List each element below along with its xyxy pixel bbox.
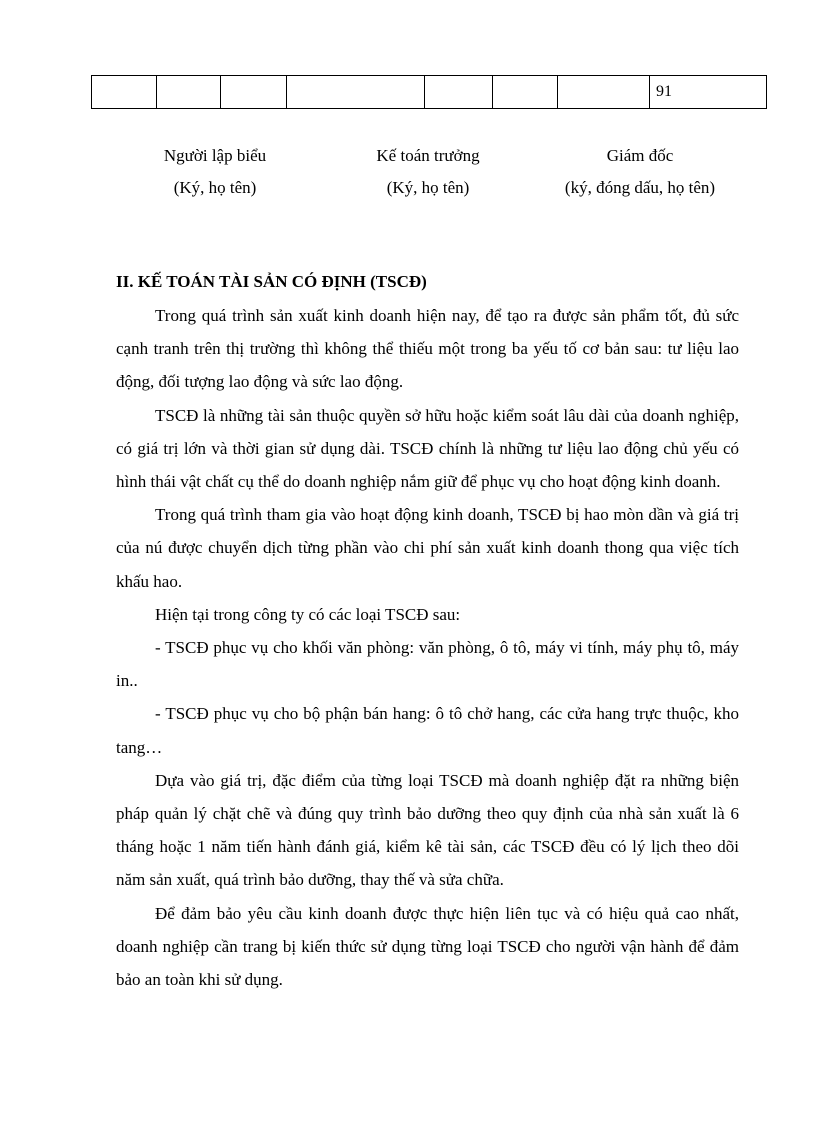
- table-cell: [558, 76, 650, 109]
- section-heading: II. KẾ TOÁN TÀI SẢN CÓ ĐỊNH (TSCĐ): [116, 272, 427, 291]
- paragraph: Trong quá trình sản xuất kinh doanh hiện nay, để tạo ra được sản phẩm tốt, đủ sức cạnh tranh trên thị trường thì không thể thiếu một trong ba yếu tố cơ bản sau: tư liệu lao động, đối tượng lao động và sức lao động.: [116, 306, 739, 392]
- signature-role: Người lập biểu: [163, 146, 267, 165]
- signature-role: Kế toán trưởng: [376, 146, 480, 165]
- paragraph: Để đảm bảo yêu cầu kinh doanh được thực hiện liên tục và có hiệu quả cao nhất, doanh nghiệp cần trang bị kiến thức sử dụng từng loại TSCĐ cho người vận hành để đảm bảo an toàn khi sử dụng.: [116, 903, 739, 990]
- signature-role: Giám đốc: [606, 146, 674, 165]
- table-cell: [287, 76, 425, 109]
- paragraph: Hiện tại trong công ty có các loại TSCĐ sau:: [155, 604, 461, 624]
- signature-note: (ký, đóng dấu, họ tên): [564, 178, 716, 197]
- table-cell: [157, 76, 221, 109]
- table-cell: [92, 76, 157, 109]
- signature-chief-accountant: [348, 140, 508, 204]
- signature-preparer: [135, 140, 295, 204]
- section-content: [116, 265, 739, 996]
- paragraph: Dựa vào giá trị, đặc điểm của từng loại TSCĐ mà doanh nghiệp đặt ra những biện pháp quản lý chặt chẽ và đúng quy trình bảo dưỡng theo quy định của nhà sản xuất là 6 tháng hoặc 1 năm tiến hành đánh giá, kiểm kê tài sản, các TSCĐ đều có lý lịch theo dõi năm sản xuất, quá trình bảo dưỡng, thay thế và sửa chữa.: [116, 770, 739, 890]
- table-cell: [493, 76, 558, 109]
- summary-table: [91, 75, 767, 109]
- paragraph: Trong quá trình tham gia vào hoạt động kinh doanh, TSCĐ bị hao mòn dần và giá trị của nú được chuyển dịch từng phần vào chi phí sản xuất kinh doanh thong qua việc tích khấu hao.: [116, 505, 739, 591]
- list-item: - TSCĐ phục vụ cho khối văn phòng: văn phòng, ô tô, máy vi tính, máy phụ tô, máy in..: [116, 638, 739, 691]
- signature-note: (Ký, họ tên): [173, 178, 257, 197]
- table-cell: [425, 76, 493, 109]
- table-cell: [221, 76, 287, 109]
- list-item: - TSCĐ phục vụ cho bộ phận bán hang: ô tô chở hang, các cửa hang trực thuộc, kho tang…: [116, 704, 739, 757]
- table-row: [92, 76, 767, 109]
- signature-director: [540, 140, 740, 204]
- paragraph: TSCĐ là những tài sản thuộc quyền sở hữu hoặc kiểm soát lâu dài của doanh nghiệp, có giá trị lớn và thời gian sử dụng dài. TSCĐ chính là những tư liệu lao động chủ yếu có hình thái vật chất cụ thể do doanh nghiệp nắm giữ để phục vụ cho hoạt động kinh doanh.: [116, 405, 739, 492]
- signature-note: (Ký, họ tên): [386, 178, 470, 197]
- table-cell-total: 91: [650, 76, 767, 109]
